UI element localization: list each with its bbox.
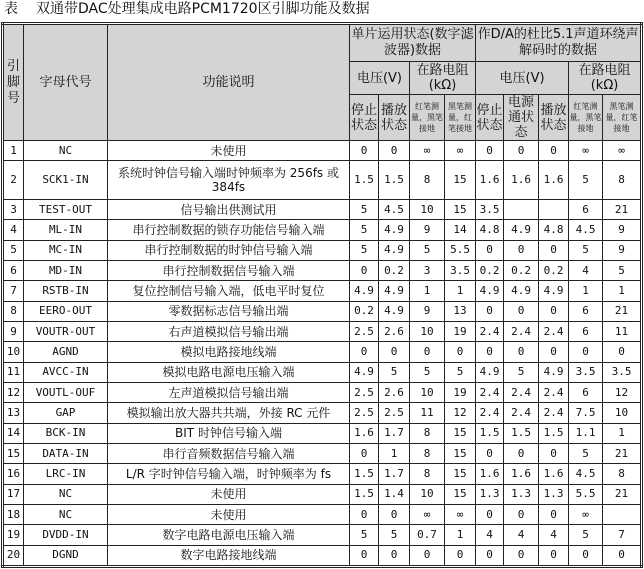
cell-black-probe-resistance: 15	[445, 464, 476, 484]
cell-function: 未使用	[108, 504, 350, 524]
cell-stop-voltage: 0	[350, 141, 379, 161]
cell-play-voltage: 0	[379, 342, 410, 362]
cell-da-play-voltage: 4.9	[539, 362, 569, 382]
cell-da-play-voltage: 4.9	[539, 281, 569, 301]
cell-play-voltage: 1.7	[379, 423, 410, 443]
cell-da-stop-voltage: 2.4	[476, 403, 504, 423]
cell-pin-no: 1	[3, 141, 24, 161]
cell-black-probe-resistance: 15	[445, 199, 476, 219]
cell-da-stop-voltage: 3.5	[476, 199, 504, 219]
cell-pin-no: 15	[3, 443, 24, 463]
cell-da-stop-voltage: 0.2	[476, 260, 504, 280]
cell-da-red-probe-resistance: 5	[569, 161, 603, 200]
cell-red-probe-resistance: 8	[410, 423, 445, 443]
cell-da-red-probe-resistance: 5	[569, 240, 603, 260]
cell-da-stop-voltage: 0	[476, 545, 504, 566]
cell-function: 未使用	[108, 141, 350, 161]
cell-da-red-probe-resistance: 4.5	[569, 220, 603, 240]
cell-play-voltage: 5	[379, 525, 410, 545]
cell-da-power-on-voltage: 0	[504, 342, 539, 362]
cell-da-power-on-voltage: 2.4	[504, 321, 539, 341]
table-caption	[4, 0, 370, 20]
cell-function: 未使用	[108, 484, 350, 504]
cell-stop-voltage: 4.9	[350, 281, 379, 301]
cell-da-black-probe-resistance: 1	[603, 281, 642, 301]
cell-black-probe-resistance: 0	[445, 545, 476, 566]
table-row	[3, 342, 642, 362]
cell-play-voltage: 1.5	[379, 161, 410, 200]
cell-play-voltage: 0	[379, 545, 410, 566]
cell-stop-voltage: 0	[350, 443, 379, 463]
cell-pin-no: 5	[3, 240, 24, 260]
cell-pin-no: 11	[3, 362, 24, 382]
cell-red-probe-resistance: ∞	[410, 141, 445, 161]
cell-stop-voltage: 2.5	[350, 382, 379, 402]
cell-da-black-probe-resistance: 0	[603, 342, 642, 362]
cell-stop-voltage: 0	[350, 504, 379, 524]
cell-black-probe-resistance: 13	[445, 301, 476, 321]
cell-da-play-voltage: 1.6	[539, 161, 569, 200]
cell-symbol: BCK-IN	[24, 423, 108, 443]
cell-pin-no: 17	[3, 484, 24, 504]
table-row	[3, 220, 642, 240]
cell-da-black-probe-resistance: 8	[603, 161, 642, 200]
cell-da-power-on-voltage: 1.5	[504, 423, 539, 443]
cell-da-power-on-voltage	[504, 199, 539, 219]
cell-pin-no: 13	[3, 403, 24, 423]
cell-function: 数字电路接地线端	[108, 545, 350, 566]
cell-red-probe-resistance: 10	[410, 321, 445, 341]
cell-da-black-probe-resistance: 1	[603, 423, 642, 443]
cell-play-voltage: 0	[379, 141, 410, 161]
cell-play-voltage: 4.9	[379, 240, 410, 260]
header-voltage-2: 电压(V)	[476, 62, 569, 95]
cell-symbol: VOUTR-OUT	[24, 321, 108, 341]
cell-pin-no: 16	[3, 464, 24, 484]
cell-black-probe-resistance: 15	[445, 443, 476, 463]
cell-pin-no: 12	[3, 382, 24, 402]
cell-symbol: NC	[24, 504, 108, 524]
cell-da-stop-voltage: 1.6	[476, 161, 504, 200]
header-function: 功能说明	[108, 24, 350, 141]
header-red-probe-2: 红笔测量，黑笔接地	[569, 95, 603, 141]
cell-red-probe-resistance: 8	[410, 161, 445, 200]
cell-da-red-probe-resistance: 4	[569, 260, 603, 280]
cell-da-red-probe-resistance: 4.5	[569, 464, 603, 484]
cell-da-red-probe-resistance: 6	[569, 382, 603, 402]
cell-play-voltage: 4.9	[379, 220, 410, 240]
cell-play-voltage: 1	[379, 443, 410, 463]
table-row	[3, 321, 642, 341]
header-stop: 停止状态	[350, 95, 379, 141]
cell-red-probe-resistance: 3	[410, 260, 445, 280]
table-row	[3, 382, 642, 402]
cell-da-stop-voltage: 4	[476, 525, 504, 545]
cell-da-red-probe-resistance: ∞	[569, 504, 603, 524]
cell-da-play-voltage: 2.4	[539, 321, 569, 341]
cell-da-play-voltage: 2.4	[539, 403, 569, 423]
cell-da-black-probe-resistance: 21	[603, 443, 642, 463]
table-row	[3, 545, 642, 566]
cell-pin-no: 19	[3, 525, 24, 545]
table-row	[3, 403, 642, 423]
cell-red-probe-resistance: 8	[410, 464, 445, 484]
cell-red-probe-resistance: 10	[410, 382, 445, 402]
cell-symbol: NC	[24, 141, 108, 161]
cell-play-voltage: 0	[379, 504, 410, 524]
table-row	[3, 161, 642, 200]
header-black-probe: 黑笔测量，红笔接地	[445, 95, 476, 141]
cell-black-probe-resistance: 15	[445, 484, 476, 504]
header-play-2: 播放状态	[539, 95, 569, 141]
header-pin-no: 引脚号	[3, 24, 24, 141]
cell-play-voltage: 1.7	[379, 464, 410, 484]
cell-function: 串行音频数据信号输入端	[108, 443, 350, 463]
cell-black-probe-resistance: 1	[445, 525, 476, 545]
cell-symbol: VOUTL-OUF	[24, 382, 108, 402]
cell-da-red-probe-resistance: 6	[569, 199, 603, 219]
cell-da-stop-voltage: 0	[476, 504, 504, 524]
cell-symbol: EERO-OUT	[24, 301, 108, 321]
cell-da-black-probe-resistance: 7	[603, 525, 642, 545]
cell-da-black-probe-resistance: 12	[603, 382, 642, 402]
cell-da-play-voltage: 0	[539, 301, 569, 321]
cell-da-stop-voltage: 1.6	[476, 464, 504, 484]
header-power-on: 电源通状态	[504, 95, 539, 141]
cell-da-black-probe-resistance: ∞	[603, 141, 642, 161]
cell-black-probe-resistance: ∞	[445, 141, 476, 161]
header-red-probe: 红笔测量，黑笔接地	[410, 95, 445, 141]
cell-play-voltage: 4.5	[379, 199, 410, 219]
cell-red-probe-resistance: 5	[410, 362, 445, 382]
cell-stop-voltage: 4.9	[350, 362, 379, 382]
cell-da-power-on-voltage: 0	[504, 141, 539, 161]
cell-red-probe-resistance: 10	[410, 199, 445, 219]
cell-da-red-probe-resistance: 5.5	[569, 484, 603, 504]
cell-symbol: MD-IN	[24, 260, 108, 280]
cell-da-black-probe-resistance: 8	[603, 464, 642, 484]
cell-da-red-probe-resistance: 0	[569, 342, 603, 362]
cell-da-play-voltage	[539, 199, 569, 219]
cell-function: 数字电路电源电压输入端	[108, 525, 350, 545]
cell-da-play-voltage: 4.8	[539, 220, 569, 240]
table-row	[3, 281, 642, 301]
cell-black-probe-resistance: 5	[445, 362, 476, 382]
cell-function: 串行控制数据信号输入端	[108, 260, 350, 280]
cell-da-black-probe-resistance: 0	[603, 545, 642, 566]
cell-symbol: ML-IN	[24, 220, 108, 240]
cell-play-voltage: 1.4	[379, 484, 410, 504]
table-row	[3, 141, 642, 161]
cell-black-probe-resistance: 19	[445, 321, 476, 341]
cell-play-voltage: 2.6	[379, 321, 410, 341]
cell-red-probe-resistance: ∞	[410, 504, 445, 524]
table-row	[3, 199, 642, 219]
cell-stop-voltage: 5	[350, 525, 379, 545]
cell-da-red-probe-resistance: 6	[569, 321, 603, 341]
cell-pin-no: 7	[3, 281, 24, 301]
cell-da-power-on-voltage: 2.4	[504, 403, 539, 423]
table-row	[3, 423, 642, 443]
table-row	[3, 443, 642, 463]
cell-da-stop-voltage: 4.8	[476, 220, 504, 240]
cell-red-probe-resistance: 1	[410, 281, 445, 301]
cell-black-probe-resistance: 0	[445, 342, 476, 362]
cell-function: L/R 字时钟信号输入端，时钟频率为 fs	[108, 464, 350, 484]
cell-function: 系统时钟信号输入端时钟频率为 256fs 或 384fs	[108, 161, 350, 200]
cell-function: 模拟电路接地线端	[108, 342, 350, 362]
cell-symbol: AVCC-IN	[24, 362, 108, 382]
cell-pin-no: 18	[3, 504, 24, 524]
cell-stop-voltage: 2.5	[350, 321, 379, 341]
cell-da-play-voltage: 0	[539, 240, 569, 260]
cell-pin-no: 10	[3, 342, 24, 362]
cell-da-stop-voltage: 0	[476, 301, 504, 321]
cell-red-probe-resistance: 9	[410, 220, 445, 240]
cell-da-play-voltage: 0	[539, 443, 569, 463]
cell-red-probe-resistance: 11	[410, 403, 445, 423]
cell-da-play-voltage: 0	[539, 342, 569, 362]
cell-black-probe-resistance: ∞	[445, 504, 476, 524]
cell-da-power-on-voltage: 4.9	[504, 220, 539, 240]
cell-da-stop-voltage: 0	[476, 141, 504, 161]
cell-da-black-probe-resistance: 5	[603, 260, 642, 280]
header-symbol: 字母代号	[24, 24, 108, 141]
cell-symbol: DVDD-IN	[24, 525, 108, 545]
cell-da-red-probe-resistance: 5	[569, 443, 603, 463]
cell-pin-no: 20	[3, 545, 24, 566]
cell-da-stop-voltage: 1.3	[476, 484, 504, 504]
header-resistance: 在路电阻(kΩ)	[410, 62, 476, 95]
cell-da-power-on-voltage: 2.4	[504, 382, 539, 402]
cell-stop-voltage: 1.5	[350, 484, 379, 504]
cell-da-red-probe-resistance: ∞	[569, 141, 603, 161]
cell-pin-no: 9	[3, 321, 24, 341]
cell-da-black-probe-resistance: 11	[603, 321, 642, 341]
cell-da-play-voltage: 1.6	[539, 464, 569, 484]
pin-data-table	[1, 22, 643, 568]
cell-da-power-on-voltage: 1.6	[504, 464, 539, 484]
cell-function: 串行控制数据的时钟信号输入端	[108, 240, 350, 260]
cell-black-probe-resistance: 14	[445, 220, 476, 240]
cell-play-voltage: 4.9	[379, 301, 410, 321]
cell-play-voltage: 0.2	[379, 260, 410, 280]
cell-da-power-on-voltage: 4	[504, 525, 539, 545]
cell-da-power-on-voltage: 1.3	[504, 484, 539, 504]
table-row	[3, 362, 642, 382]
cell-red-probe-resistance: 0.7	[410, 525, 445, 545]
cell-function: 信号输出供测试用	[108, 199, 350, 219]
cell-red-probe-resistance: 5	[410, 240, 445, 260]
cell-stop-voltage: 1.6	[350, 423, 379, 443]
cell-stop-voltage: 0	[350, 545, 379, 566]
cell-da-stop-voltage: 2.4	[476, 382, 504, 402]
cell-function: 模拟输出放大器共共端，外接 RC 元件	[108, 403, 350, 423]
cell-symbol: MC-IN	[24, 240, 108, 260]
cell-da-play-voltage: 0	[539, 504, 569, 524]
cell-function: 模拟电路电源电压输入端	[108, 362, 350, 382]
cell-stop-voltage: 0	[350, 342, 379, 362]
table-row	[3, 301, 642, 321]
cell-da-black-probe-resistance: 21	[603, 484, 642, 504]
cell-symbol: RSTB-IN	[24, 281, 108, 301]
cell-play-voltage: 2.5	[379, 403, 410, 423]
cell-play-voltage: 4.9	[379, 281, 410, 301]
cell-play-voltage: 2.6	[379, 382, 410, 402]
cell-da-power-on-voltage: 4.9	[504, 281, 539, 301]
cell-da-power-on-voltage: 0.2	[504, 260, 539, 280]
cell-da-red-probe-resistance: 1.1	[569, 423, 603, 443]
cell-da-stop-voltage: 0	[476, 443, 504, 463]
cell-da-red-probe-resistance: 0	[569, 545, 603, 566]
cell-red-probe-resistance: 9	[410, 301, 445, 321]
cell-symbol: TEST-OUT	[24, 199, 108, 219]
cell-red-probe-resistance: 10	[410, 484, 445, 504]
cell-da-stop-voltage: 2.4	[476, 321, 504, 341]
cell-da-black-probe-resistance: 10	[603, 403, 642, 423]
cell-da-power-on-voltage: 0	[504, 504, 539, 524]
table-row	[3, 525, 642, 545]
cell-pin-no: 8	[3, 301, 24, 321]
cell-black-probe-resistance: 12	[445, 403, 476, 423]
cell-da-stop-voltage: 1.5	[476, 423, 504, 443]
cell-da-black-probe-resistance: 9	[603, 240, 642, 260]
cell-da-power-on-voltage: 0	[504, 301, 539, 321]
header-stop-2: 停止状态	[476, 95, 504, 141]
cell-symbol: DATA-IN	[24, 443, 108, 463]
cell-stop-voltage: 5	[350, 199, 379, 219]
cell-red-probe-resistance: 0	[410, 342, 445, 362]
cell-function: 零数据标志信号输出端	[108, 301, 350, 321]
table-row	[3, 464, 642, 484]
cell-stop-voltage: 5	[350, 220, 379, 240]
cell-black-probe-resistance: 5.5	[445, 240, 476, 260]
header-group-da-decoder: 作D/A的杜比5.1声道环绕声解码时的数据	[476, 24, 642, 62]
cell-da-red-probe-resistance: 7.5	[569, 403, 603, 423]
cell-black-probe-resistance: 3.5	[445, 260, 476, 280]
cell-stop-voltage: 1.5	[350, 464, 379, 484]
cell-da-play-voltage: 0	[539, 545, 569, 566]
cell-function: 右声道模拟信号输出端	[108, 321, 350, 341]
cell-stop-voltage: 2.5	[350, 403, 379, 423]
cell-function: BIT 时钟信号输入端	[108, 423, 350, 443]
cell-function: 串行控制数据的锁存功能信号输入端	[108, 220, 350, 240]
cell-da-play-voltage: 0	[539, 141, 569, 161]
cell-da-red-probe-resistance: 3.5	[569, 362, 603, 382]
cell-black-probe-resistance: 1	[445, 281, 476, 301]
table-row	[3, 260, 642, 280]
cell-da-stop-voltage: 0	[476, 240, 504, 260]
cell-symbol: SCK1-IN	[24, 161, 108, 200]
cell-da-play-voltage: 4	[539, 525, 569, 545]
cell-da-stop-voltage: 4.9	[476, 281, 504, 301]
cell-black-probe-resistance: 19	[445, 382, 476, 402]
cell-stop-voltage: 0.2	[350, 301, 379, 321]
cell-da-red-probe-resistance: 1	[569, 281, 603, 301]
cell-red-probe-resistance: 0	[410, 545, 445, 566]
cell-play-voltage: 5	[379, 362, 410, 382]
cell-symbol: DGND	[24, 545, 108, 566]
cell-da-play-voltage: 1.5	[539, 423, 569, 443]
cell-da-black-probe-resistance: 21	[603, 199, 642, 219]
table-row	[3, 240, 642, 260]
cell-black-probe-resistance: 15	[445, 161, 476, 200]
header-resistance-2: 在路电阻(kΩ)	[569, 62, 642, 95]
cell-da-power-on-voltage: 0	[504, 443, 539, 463]
cell-da-red-probe-resistance: 6	[569, 301, 603, 321]
cell-da-black-probe-resistance: 3.5	[603, 362, 642, 382]
cell-symbol: NC	[24, 484, 108, 504]
cell-da-play-voltage: 1.3	[539, 484, 569, 504]
cell-stop-voltage: 1.5	[350, 161, 379, 200]
cell-da-power-on-voltage: 1.6	[504, 161, 539, 200]
cell-da-stop-voltage: 4.9	[476, 362, 504, 382]
cell-black-probe-resistance: 15	[445, 423, 476, 443]
header-black-probe-2: 黑笔测量，红笔接地	[603, 95, 642, 141]
cell-pin-no: 6	[3, 260, 24, 280]
caption-title: 双通带DAC处理集成电路PCM1720区引脚功能及数据	[36, 1, 370, 17]
cell-da-power-on-voltage: 0	[504, 545, 539, 566]
table-body	[3, 141, 642, 567]
cell-da-black-probe-resistance	[603, 504, 642, 524]
cell-symbol: AGND	[24, 342, 108, 362]
cell-stop-voltage: 5	[350, 240, 379, 260]
table-row	[3, 504, 642, 524]
cell-da-black-probe-resistance: 21	[603, 301, 642, 321]
cell-pin-no: 14	[3, 423, 24, 443]
cell-function: 复位控制信号输入端，低电平时复位	[108, 281, 350, 301]
header-group-single-chip: 单片运用状态(数字滤波器)数据	[350, 24, 476, 62]
cell-pin-no: 3	[3, 199, 24, 219]
cell-da-power-on-voltage: 0	[504, 240, 539, 260]
table-row	[3, 484, 642, 504]
caption-label: 表	[4, 1, 18, 17]
cell-symbol: LRC-IN	[24, 464, 108, 484]
cell-da-play-voltage: 2.4	[539, 382, 569, 402]
cell-da-play-voltage: 0.2	[539, 260, 569, 280]
cell-pin-no: 4	[3, 220, 24, 240]
cell-function: 左声道模拟信号输出端	[108, 382, 350, 402]
cell-da-power-on-voltage: 5	[504, 362, 539, 382]
header-play: 播放状态	[379, 95, 410, 141]
header-voltage: 电压(V)	[350, 62, 410, 95]
cell-da-red-probe-resistance: 5	[569, 525, 603, 545]
cell-stop-voltage: 0	[350, 260, 379, 280]
cell-symbol: GAP	[24, 403, 108, 423]
cell-da-black-probe-resistance: 9	[603, 220, 642, 240]
cell-red-probe-resistance: 8	[410, 443, 445, 463]
cell-pin-no: 2	[3, 161, 24, 200]
cell-da-stop-voltage: 0	[476, 342, 504, 362]
